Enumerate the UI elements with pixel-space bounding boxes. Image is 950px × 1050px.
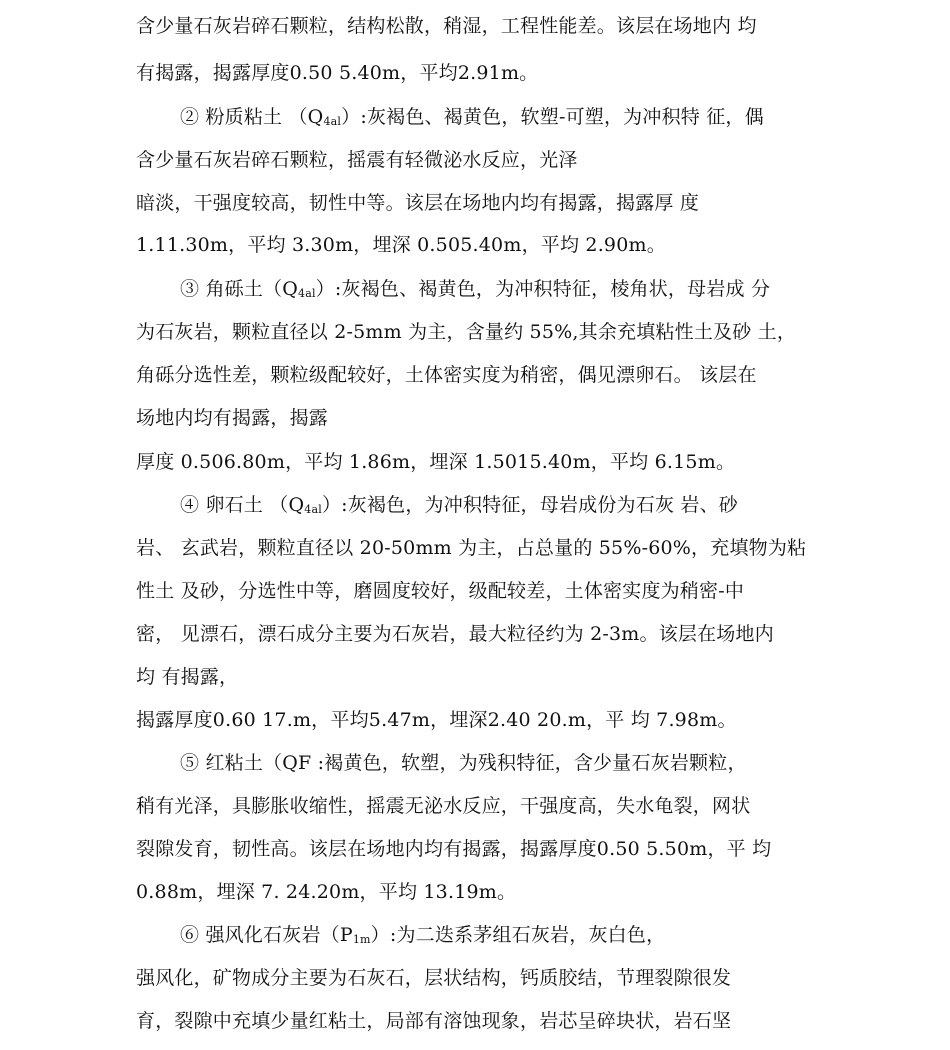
text-line: 稍有光泽，具膨胀收缩性，摇震无泌水反应，干强度高，失水龟裂，网状 bbox=[136, 795, 751, 817]
text-line: 含少量石灰岩碎石颗粒，摇震有轻微泌水反应，光泽 bbox=[136, 149, 578, 171]
text-line: 角砾分选性差，颗粒级配较好，土体密实度为稍密，偶见漂卵石。 该层在 bbox=[136, 364, 757, 386]
text-line: 为石灰岩，颗粒直径以 2-5mm 为主，含量约 55%,其余充填粘性土及砂 土， bbox=[136, 321, 797, 343]
text-line: 性土 及砂，分选性中等，磨圆度较好，级配较差，土体密实度为稍密-中 bbox=[136, 580, 745, 602]
paragraph-heading-pebble-soil: ④ 卵石土 （Q4al）:灰褐色，为冲积特征，母岩成份为石灰 岩、砂 bbox=[180, 494, 738, 516]
text-line: 密， 见漂石，漂石成分主要为石灰岩，最大粒径约为 2-3m。该层在场地内 bbox=[136, 623, 774, 645]
text-line: 岩、 玄武岩，颗粒直径以 20-50mm 为主，占总量的 55%-60%，充填物为粘 bbox=[136, 537, 807, 559]
text-line: 强风化，矿物成分主要为石灰石，层状结构，钙质胶结，节理裂隙很发 bbox=[136, 967, 732, 989]
text-line: 裂隙发育，韧性高。该层在场地内均有揭露，揭露厚度0.50 5.50m，平 均 bbox=[136, 838, 772, 860]
text-line: 含少量石灰岩碎石颗粒，结构松散，稍湿，工程性能差。该层在场地内 均 bbox=[136, 15, 757, 37]
text-line: 有揭露，揭露厚度0.50 5.40m，平均2.91m。 bbox=[136, 62, 539, 84]
paragraph-heading-silty-clay: ② 粉质粘土 （Q4al）:灰褐色、褐黄色，软塑-可塑，为冲积特 征，偶 bbox=[180, 106, 764, 128]
text-line: 均 有揭露， bbox=[136, 666, 239, 688]
text-line: 1.11.30m，平均 3.30m，埋深 0.505.40m，平均 2.90m。 bbox=[136, 234, 666, 256]
text-line: 揭露厚度0.60 17.m，平均5.47m，埋深2.40 20.m，平 均 7.98m。 bbox=[136, 709, 737, 731]
paragraph-heading-red-clay: ⑤ 红粘土（QF :褐黄色，软塑，为残积特征，含少量石灰岩颗粒， bbox=[180, 752, 747, 774]
text-line: 暗淡，干强度较高，韧性中等。该层在场地内均有揭露，揭露厚 度 bbox=[136, 192, 700, 214]
text-line: 场地内均有揭露，揭露 bbox=[136, 407, 329, 429]
text-line: 厚度 0.506.80m，平均 1.86m，埋深 1.5015.40m，平均 6.15m。 bbox=[136, 451, 736, 473]
text-line: 0.88m，埋深 7. 24.20m，平均 13.19m。 bbox=[136, 881, 517, 903]
text-line: 育，裂隙中充填少量红粘土，局部有溶蚀现象，岩芯呈碎块状，岩石坚 bbox=[136, 1010, 732, 1032]
paragraph-heading-angular-gravel: ③ 角砾土（Q4al）:灰褐色、褐黄色，为冲积特征，棱角状，母岩成 分 bbox=[180, 278, 771, 300]
paragraph-heading-weathered-limestone: ⑥ 强风化石灰岩（P1m）:为二迭系茅组石灰岩，灰白色， bbox=[180, 924, 666, 946]
